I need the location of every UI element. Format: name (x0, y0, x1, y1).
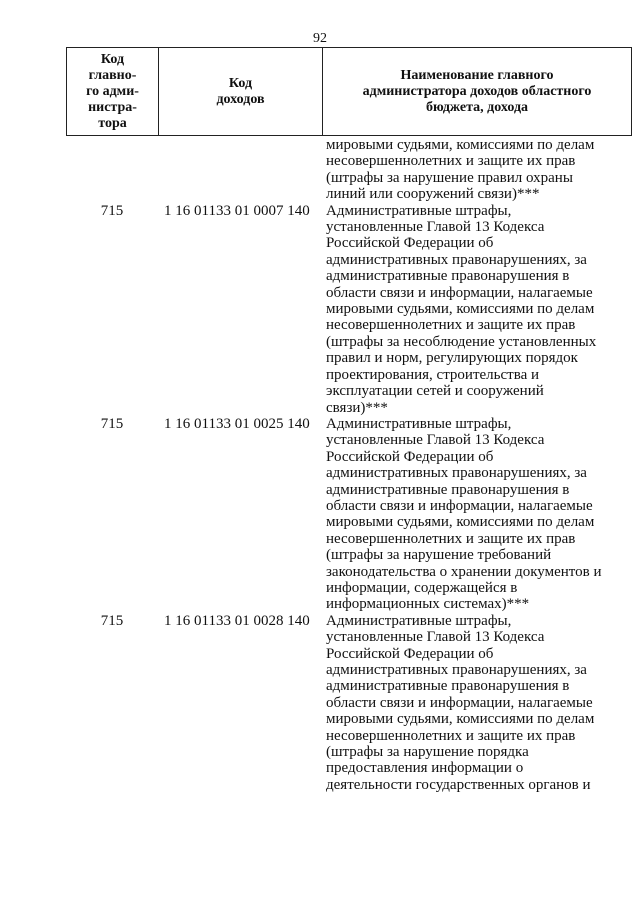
table-row (66, 137, 632, 203)
income-name-line: эксплуатации сетей и сооружений (326, 383, 544, 400)
header-admin-code (67, 48, 159, 135)
header-admin-code-line: тора (98, 115, 127, 131)
income-name-line: законодательства о хранении документов и (326, 563, 602, 580)
income-name-line: линий или сооружений связи)*** (326, 186, 540, 203)
income-code-cell: 1 16 01133 01 0007 140 (164, 202, 310, 219)
income-name-cell (322, 203, 632, 416)
header-income-code-line: доходов (216, 91, 265, 107)
header-admin-code-line: го адми- (86, 83, 139, 99)
table-row (66, 203, 632, 416)
header-name-line: бюджета, дохода (425, 99, 529, 115)
income-name-line: (штрафы за нарушение порядка (326, 744, 529, 761)
income-name-line: установленные Главой 13 Кодекса (326, 432, 545, 449)
income-name-line: несовершеннолетних и защите их прав (326, 153, 576, 170)
income-name-line: мировыми судьями, комиссиями по делам (326, 711, 595, 728)
income-name-line: Российской Федерации об (326, 645, 494, 662)
income-name-line: административные правонарушения в (326, 481, 570, 498)
income-name-cell (322, 613, 632, 793)
income-name-line: несовершеннолетних и защите их прав (326, 727, 576, 744)
income-name-line: правил и норм, регулирующих порядок (326, 350, 578, 367)
header-admin-code-line: Код (100, 51, 125, 67)
income-name-line: мировыми судьями, комиссиями по делам (326, 137, 595, 153)
income-name-line: Российской Федерации об (326, 448, 494, 465)
income-name-line: предоставления информации о (326, 760, 524, 777)
page-number: 92 (313, 31, 327, 46)
income-name-line: (штрафы за нарушение правил охраны (326, 169, 573, 186)
income-name-line: мировыми судьями, комиссиями по делам (326, 514, 595, 531)
header-income-code (159, 48, 323, 135)
income-name-line: Административные штрафы, (326, 415, 512, 432)
income-name-line: несовершеннолетних и защите их прав (326, 530, 576, 547)
income-name-line: административных правонарушениях, за (326, 465, 587, 482)
income-name-line: области связи и информации, налагаемые (326, 284, 593, 301)
income-name-line: установленные Главой 13 Кодекса (326, 219, 545, 236)
income-name-line: административные правонарушения в (326, 678, 570, 695)
income-name-line: мировыми судьями, комиссиями по делам (326, 301, 595, 318)
income-name-cell (322, 416, 632, 613)
header-admin-code-line: главно- (88, 67, 137, 83)
header-name-line: администратора доходов областного (362, 83, 592, 99)
income-code-cell: 1 16 01133 01 0028 140 (164, 612, 310, 629)
income-name-line: области связи и информации, налагаемые (326, 497, 593, 514)
admin-code-cell: 715 (100, 415, 124, 432)
table-header (66, 47, 632, 136)
income-name-cell (322, 137, 632, 203)
header-income-code-line: Код (228, 75, 253, 91)
income-name-line: установленные Главой 13 Кодекса (326, 629, 545, 646)
table-body (66, 137, 632, 793)
income-name-line: Административные штрафы, (326, 612, 512, 629)
header-name-line: Наименование главного (400, 67, 554, 83)
admin-code-cell: 715 (100, 202, 124, 219)
admin-code-cell: 715 (100, 612, 124, 629)
table-row (66, 416, 632, 613)
income-name-line: административных правонарушениях, за (326, 662, 587, 678)
income-name-line: области связи и информации, налагаемые (326, 694, 593, 711)
income-name-line: несовершеннолетних и защите их прав (326, 317, 576, 334)
income-name-line: (штрафы за несоблюдение установленных (326, 333, 597, 350)
income-code-cell: 1 16 01133 01 0025 140 (164, 415, 310, 432)
income-name-line: информации, содержащейся в (326, 579, 518, 596)
income-name-line: информационных системах)*** (326, 596, 530, 613)
income-name-line: связи)*** (326, 399, 388, 416)
income-name-line: проектирования, строительства и (326, 366, 540, 383)
income-name-line: Российской Федерации об (326, 235, 494, 252)
income-name-line: Административные штрафы, (326, 202, 512, 219)
income-name-line: административные правонарушения в (326, 268, 570, 285)
table-row (66, 613, 632, 793)
income-name-line: административных правонарушениях, за (326, 251, 587, 268)
income-name-line: деятельности государственных органов и (326, 776, 591, 793)
income-name-line: (штрафы за нарушение требований (326, 547, 552, 564)
header-name (323, 48, 631, 135)
header-admin-code-line: нистра- (88, 99, 137, 115)
